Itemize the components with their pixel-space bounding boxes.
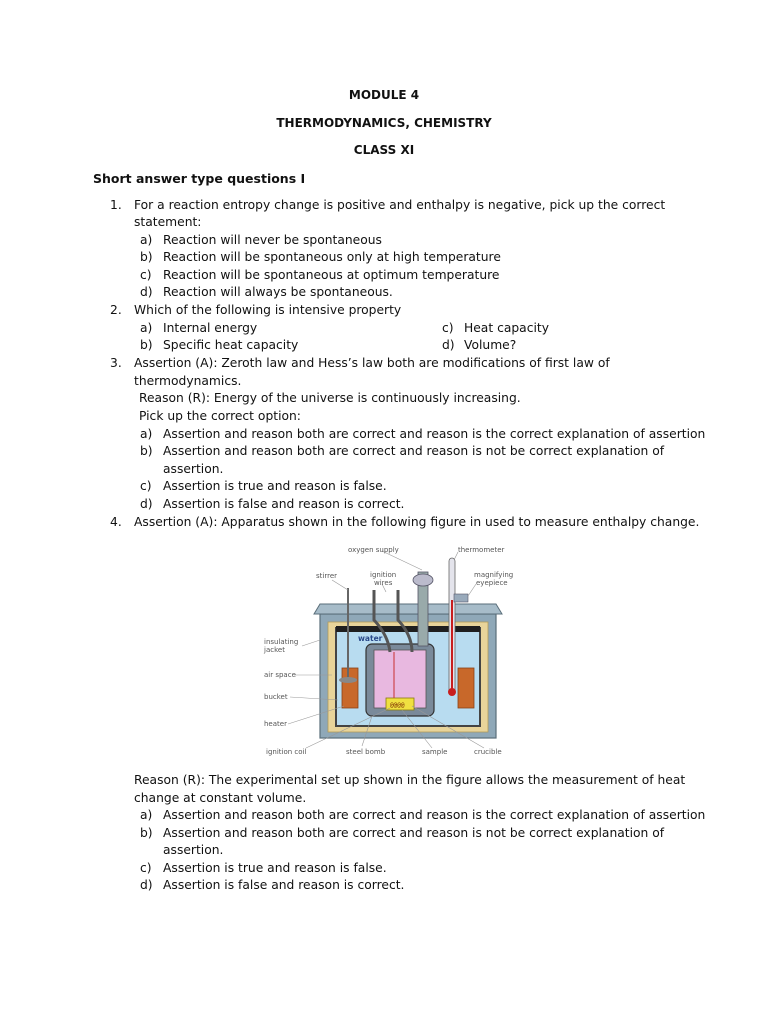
question-number: 2. xyxy=(110,303,122,317)
heater-left-shape xyxy=(342,668,358,708)
heater-right-shape xyxy=(458,668,474,708)
bomb-calorimeter-figure xyxy=(262,540,514,762)
label-ignition-wires: ignition xyxy=(370,571,397,579)
option-label: d) xyxy=(140,497,153,511)
option-label: a) xyxy=(140,233,153,247)
label-heater: heater xyxy=(264,720,287,728)
option-text-continued: assertion. xyxy=(163,462,224,476)
question-number: 4. xyxy=(110,515,122,529)
option-label: b) xyxy=(140,250,153,264)
label-steel-bomb: steel bomb xyxy=(346,748,386,756)
assertion-text: Assertion (A): Zeroth law and Hess’s law both are modifications of first law of xyxy=(134,356,610,370)
question-text: statement: xyxy=(134,215,202,229)
option-text: Assertion is true and reason is false. xyxy=(163,479,387,493)
question-text: For a reaction entropy change is positive and enthalpy is negative, pick up the correct xyxy=(134,198,666,212)
option-text: Reaction will be spontaneous at optimum temperature xyxy=(163,268,500,282)
option-label: b) xyxy=(140,338,153,352)
label-oxygen-supply: oxygen supply xyxy=(348,546,399,554)
option-label: c) xyxy=(140,861,152,875)
label-ignition-coil: ignition coil xyxy=(266,748,307,756)
option-label: b) xyxy=(140,826,153,840)
option-text: Reaction will always be spontaneous. xyxy=(163,285,393,299)
question-number: 3. xyxy=(110,356,122,370)
option-label: c) xyxy=(140,268,152,282)
option-text: Reaction will never be spontaneous xyxy=(163,233,382,247)
reason-text: change at constant volume. xyxy=(134,791,307,805)
question-number: 1. xyxy=(110,198,122,212)
option-text: Assertion and reason both are correct and reason is the correct explanation of assertion xyxy=(163,427,706,441)
label-sample: sample xyxy=(422,748,448,756)
option-text: Heat capacity xyxy=(464,321,549,335)
oxygen-valve-shape xyxy=(413,574,433,586)
assertion-text: thermodynamics. xyxy=(134,374,242,388)
option-label: d) xyxy=(140,285,153,299)
subject-heading: THERMODYNAMICS, CHEMISTRY xyxy=(276,116,492,130)
label-thermometer: thermometer xyxy=(458,546,505,554)
option-text: Reaction will be spontaneous only at high temperature xyxy=(163,250,501,264)
label-magnifying-eyepiece: eyepiece xyxy=(476,579,508,587)
option-label: d) xyxy=(442,338,455,352)
module-heading: MODULE 4 xyxy=(348,88,420,102)
assertion-text: Assertion (A): Apparatus shown in the following figure in used to measure enthalpy change. xyxy=(134,515,700,529)
stirrer-blade-shape xyxy=(339,677,357,683)
reason-text: Reason (R): Energy of the universe is continuously increasing. xyxy=(139,391,521,405)
option-label: c) xyxy=(442,321,454,335)
option-text: Internal energy xyxy=(163,321,258,335)
question-text: Which of the following is intensive property xyxy=(134,303,402,317)
section-title: Short answer type questions I xyxy=(93,171,306,186)
reason-text: Reason (R): The experimental set up shown in the figure allows the measurement of heat xyxy=(134,773,686,787)
jacket-lid-shape xyxy=(314,604,502,614)
option-text: Assertion and reason both are correct and reason is not be correct explanation of xyxy=(163,826,665,840)
label-insulating-jacket: insulating xyxy=(264,638,299,646)
label-stirrer: stirrer xyxy=(316,572,337,580)
option-text: Assertion is false and reason is correct. xyxy=(163,497,405,511)
label-air-space: air space xyxy=(264,671,296,679)
option-label: a) xyxy=(140,427,153,441)
option-label: d) xyxy=(140,878,153,892)
label-magnifying-eyepiece: magnifying xyxy=(474,571,514,579)
option-text: Volume? xyxy=(464,338,517,352)
option-text: Assertion is false and reason is correct. xyxy=(163,878,405,892)
label-crucible: crucible xyxy=(474,748,502,756)
option-label: c) xyxy=(140,479,152,493)
option-label: a) xyxy=(140,321,153,335)
option-label: a) xyxy=(140,808,153,822)
option-text: Assertion and reason both are correct and reason is the correct explanation of assertion xyxy=(163,808,706,822)
label-water: water xyxy=(358,634,383,643)
option-label: b) xyxy=(140,444,153,458)
prompt-text: Pick up the correct option: xyxy=(139,409,301,423)
ignition-coil-shape: @@@@ xyxy=(390,702,405,709)
thermometer-bulb-shape xyxy=(448,688,456,696)
label-insulating-jacket: jacket xyxy=(264,646,285,654)
option-text-continued: assertion. xyxy=(163,843,224,857)
option-text: Assertion is true and reason is false. xyxy=(163,861,387,875)
option-text: Assertion and reason both are correct and reason is not be correct explanation of xyxy=(163,444,665,458)
label-ignition-wires: wires xyxy=(374,579,393,587)
magnifying-eyepiece-shape xyxy=(454,594,468,602)
label-bucket: bucket xyxy=(264,693,288,701)
class-heading: CLASS XI xyxy=(353,143,415,157)
option-text: Specific heat capacity xyxy=(163,338,299,352)
